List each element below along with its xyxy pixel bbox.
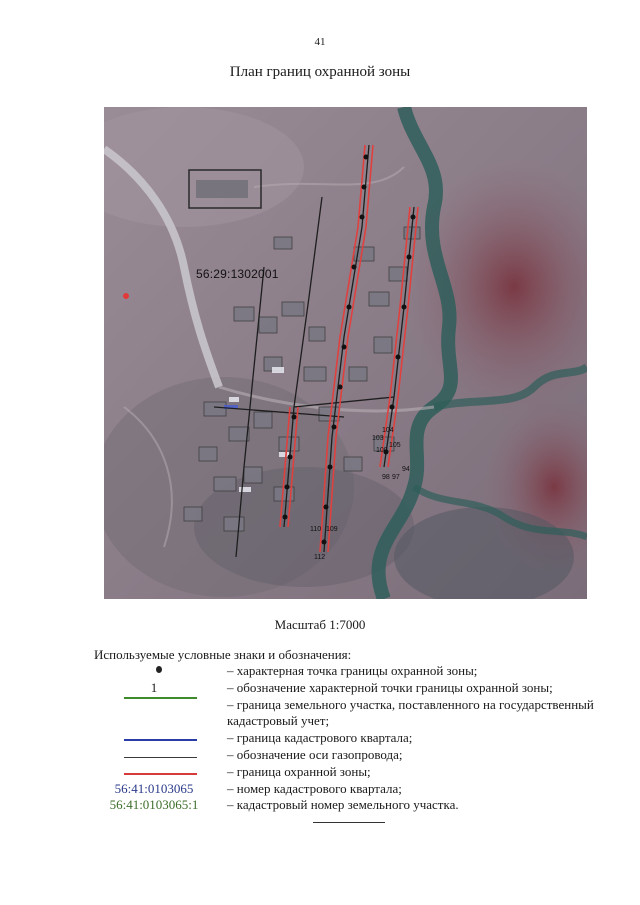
map-scale: Масштаб 1:7000 xyxy=(274,617,366,632)
cadastral-quarter-label: 56:29:1302001 xyxy=(196,267,279,281)
point-symbol-icon xyxy=(156,666,162,673)
point-label: 109 xyxy=(326,526,338,533)
map-drawing xyxy=(104,107,587,599)
building-block xyxy=(196,180,248,198)
parcel-number-sample: 56:41:0103065:1 xyxy=(109,797,199,813)
legend-item xyxy=(94,697,614,731)
red-line-icon xyxy=(124,773,197,775)
end-divider xyxy=(313,822,385,823)
point-label: 110 xyxy=(310,526,322,533)
point-label: 100 xyxy=(376,447,388,454)
legend-item xyxy=(94,747,614,764)
legend-text: – обозначение характерной точки границы охранной зоны; xyxy=(227,679,553,695)
legend-text: – кадастровый номер земельного участка. xyxy=(227,797,459,813)
point-label: 105 xyxy=(389,442,401,449)
legend-text: – граница охранной зоны; xyxy=(227,763,371,779)
legend-item xyxy=(94,680,614,697)
point-label: 103 xyxy=(372,435,384,442)
page-number: 41 xyxy=(314,36,326,48)
legend-title: Используемые условные знаки и обозначения: xyxy=(94,647,352,662)
legend-text: – характерная точка границы охранной зоны; xyxy=(227,663,478,678)
quarter-number-sample: 56:41:0103065 xyxy=(114,780,194,796)
legend xyxy=(94,663,614,814)
legend-text: – обозначение оси газопровода; xyxy=(227,746,403,762)
legend-item xyxy=(94,797,614,814)
point-label: 94 xyxy=(402,466,410,473)
legend-text: – граница кадастрового квартала; xyxy=(227,730,413,746)
legend-text: – номер кадастрового квартала; xyxy=(227,780,402,796)
point-label: 112 xyxy=(314,554,326,561)
satellite-map xyxy=(104,107,587,599)
black-line-icon xyxy=(124,757,197,758)
legend-text: – граница земельного участка, поставленного на государственный кадастровый учет; xyxy=(227,696,594,729)
red-marker xyxy=(123,293,129,299)
blue-line-icon xyxy=(124,739,197,741)
point-number-symbol: 1 xyxy=(150,679,158,695)
point-label: 97 xyxy=(392,474,400,481)
legend-item xyxy=(94,781,614,798)
point-label: 98 xyxy=(382,474,390,481)
legend-item xyxy=(94,663,614,680)
legend-item xyxy=(94,730,614,747)
point-label: 104 xyxy=(382,427,394,434)
legend-item xyxy=(94,764,614,781)
document-title: План границ охранной зоны xyxy=(229,64,411,80)
